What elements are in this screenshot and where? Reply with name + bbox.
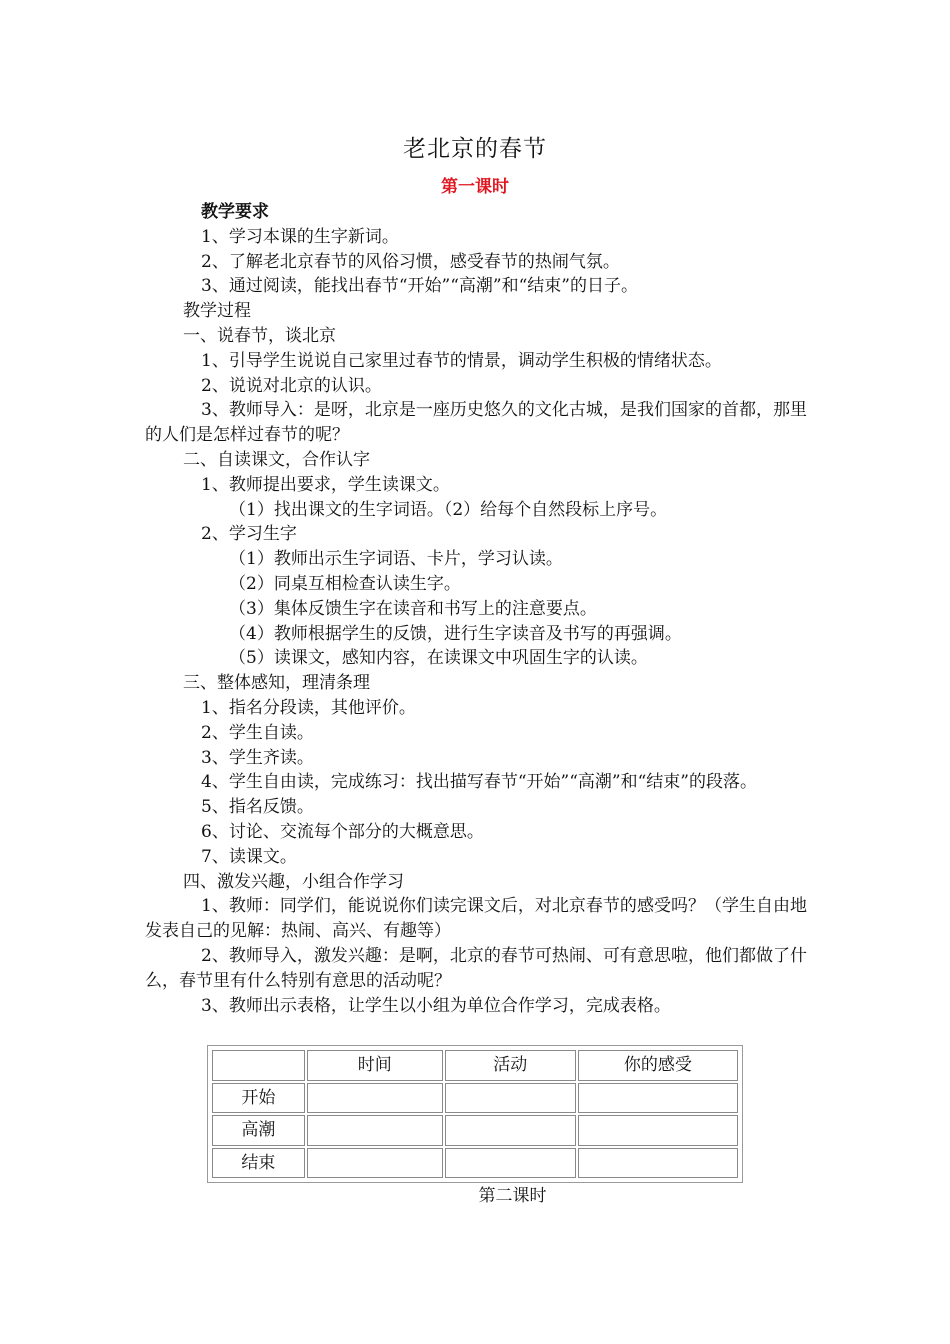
paragraph-line: （1）教师出示生字词语、卡片，学习认读。 (229, 549, 563, 570)
paragraph-line: 1、指名分段读，其他评价。 (201, 697, 416, 718)
lesson-two-heading: 第二课时 (478, 1186, 547, 1206)
paragraph-line: 1、教师提出要求，学生读课文。 (201, 474, 450, 495)
paragraph-line: 三、整体感知，理清条理 (183, 673, 370, 694)
paragraph-line: 7、读课文。 (201, 846, 297, 867)
paragraph-line: 3、教师出示表格，让学生以小组为单位合作学习，完成表格。 (201, 995, 671, 1016)
paragraph-line: 4、学生自由读，完成练习：找出描写春节“开始”“高潮”和“结束”的段落。 (201, 772, 757, 793)
table-header-row (212, 1050, 738, 1081)
paragraph-line: （1）找出课文的生字词语。（2）给每个自然段标上序号。 (229, 499, 668, 520)
table-cell (445, 1115, 576, 1146)
paragraph-line: 5、指名反馈。 (201, 797, 314, 818)
paragraph-line: 一、说春节，谈北京 (183, 325, 336, 346)
paragraph-line: 四、激发兴趣，小组合作学习 (183, 871, 404, 892)
table-row (212, 1083, 738, 1114)
table-cell (578, 1148, 738, 1179)
lesson-one-heading: 第一课时 (441, 177, 509, 197)
paragraph-line: 教学过程 (183, 301, 251, 322)
activity-table-grid (210, 1048, 740, 1180)
paragraph-line: 1、学习本课的生字新词。 (201, 226, 399, 247)
paragraph-line: （3）集体反馈生字在读音和书写上的注意要点。 (229, 598, 597, 619)
paragraph-line: 3、通过阅读，能找出春节“开始”“高潮”和“结束”的日子。 (201, 276, 638, 297)
table-row-label: 开始 (212, 1083, 305, 1114)
paragraph-line: 教学要求 (201, 202, 269, 222)
table-cell (445, 1148, 576, 1179)
table-cell (307, 1148, 443, 1179)
table-header-cell (212, 1050, 305, 1081)
paragraph-line: 2、说说对北京的认识。 (201, 375, 382, 396)
paragraph-line: 二、自读课文，合作认字 (183, 449, 370, 470)
table-cell (445, 1083, 576, 1114)
paragraph-line: （2）同桌互相检查认读生字。 (229, 573, 461, 594)
table-cell (578, 1083, 738, 1114)
paragraph-line: （4）教师根据学生的反馈，进行生字读音及书写的再强调。 (229, 623, 682, 644)
table-row (212, 1148, 738, 1179)
document-title: 老北京的春节 (403, 136, 547, 162)
table-header-cell: 活动 (445, 1050, 576, 1081)
table-row-label: 结束 (212, 1148, 305, 1179)
paragraph-line: 2、学习生字 (201, 524, 297, 545)
table-cell (307, 1115, 443, 1146)
paragraph-line: 3、学生齐读。 (201, 747, 314, 768)
table-header-cell: 你的感受 (578, 1050, 738, 1081)
document-body (145, 200, 807, 1018)
paragraph-line: 1、引导学生说说自己家里过春节的情景，调动学生积极的情绪状态。 (201, 350, 722, 371)
table-cell (307, 1083, 443, 1114)
paragraph-line: 2、了解老北京春节的风俗习惯，感受春节的热闹气氛。 (201, 251, 620, 272)
paragraph-line: （5）读课文，感知内容，在读课文中巩固生字的认读。 (229, 648, 648, 669)
activity-table (207, 1045, 743, 1183)
paragraph-line: 6、讨论、交流每个部分的大概意思。 (201, 821, 484, 842)
table-row (212, 1115, 738, 1146)
table-header-cell: 时间 (307, 1050, 443, 1081)
paragraph-line: 2、教师导入，激发兴趣：是啊，北京的春节可热闹、可有意思啦，他们都做了什么，春节里有什么特别有意思的活动呢？ (145, 945, 807, 991)
paragraph-line: 3、教师导入：是呀，北京是一座历史悠久的文化古城，是我们国家的首都，那里的人们是怎样过春节的呢？ (145, 400, 807, 446)
paragraph-line: 2、学生自读。 (201, 722, 314, 743)
table-cell (578, 1115, 738, 1146)
table-row-label: 高潮 (212, 1115, 305, 1146)
paragraph-line: 1、教师：同学们，能说说你们读完课文后，对北京春节的感受吗？（学生自由地发表自己的见解：热闹、高兴、有趣等） (145, 896, 807, 942)
